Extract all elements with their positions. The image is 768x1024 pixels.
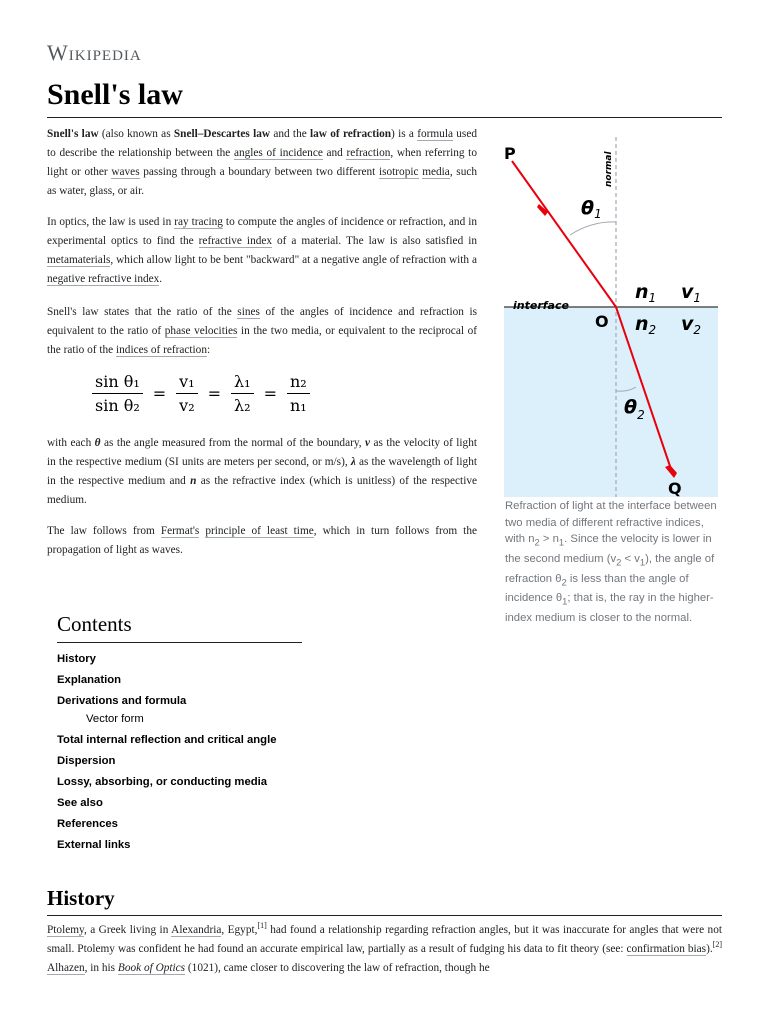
link-media[interactable]: media bbox=[422, 166, 450, 178]
equals-sign: = bbox=[263, 384, 277, 403]
fraction-velocities: $\frac{\text{v₁}}{\text{v₂}}$ bbox=[176, 372, 197, 415]
title-divider bbox=[47, 117, 722, 118]
fermat-paragraph: The law follows from Fermat's principle of least time, which in turn follows from the propagation of light as waves. bbox=[47, 525, 477, 556]
definitions-paragraph: with each θ as the angle measured from the normal of the boundary, v as the velocity of light in the respective medium (SI units are meters per second, or m/s), λ as the wavelength of light in the respective medium and n as the refractive index (which is unitless) of the respective medium. bbox=[47, 437, 477, 506]
figure-caption: Refraction of light at the interface between two media of different refractive indices, with $n_2 > n_1$. Since the velocity is lower in the second medium $(v_2 < v_1)$, the angle of refraction $\theta_2$ is less than the angle of incidence $\theta_1$; that is, the ray in the higher-index medium is closer to the normal. bbox=[505, 500, 717, 624]
label-n2: $n_2$ bbox=[635, 313, 657, 337]
label-o: O bbox=[595, 312, 609, 331]
contents-heading: Contents bbox=[57, 612, 132, 636]
toc-item-total-internal-reflection[interactable]: Total internal reflection and critical angle bbox=[57, 734, 277, 746]
label-theta-1: $\theta_1$ bbox=[581, 197, 602, 221]
label-theta-2: $\theta_2$ bbox=[624, 396, 645, 422]
toc-item-references[interactable]: References bbox=[57, 818, 118, 830]
link-negative-refractive-index[interactable]: negative refractive index bbox=[47, 273, 160, 285]
link-waves[interactable]: waves bbox=[111, 166, 140, 178]
link-ptolemy[interactable]: Ptolemy bbox=[47, 924, 84, 936]
fraction-indices: $\frac{\text{n₂}}{\text{n₁}}$ bbox=[287, 372, 310, 415]
bold-term: Snell's law bbox=[47, 128, 99, 140]
symbol-lambda: λ bbox=[350, 456, 356, 468]
link-formula[interactable]: formula bbox=[417, 128, 453, 140]
fraction-sines: $\frac{\text{sin θ₁}}{\text{sin θ₂}}$ bbox=[92, 372, 143, 415]
link-isotropic[interactable]: isotropic bbox=[378, 166, 419, 178]
label-q: Q bbox=[668, 479, 682, 497]
link-angles-of-incidence[interactable]: angles of incidence bbox=[233, 147, 323, 159]
intro-paragraph: Snell's law (also known as Snell–Descartes law and the law of refraction) is a formula used to describe the relationship between the angles of incidence and refraction, when referring to light or other waves passing through a boundary between two different isotropic media, such as water, glass, or air. bbox=[47, 128, 478, 197]
toc-item-vector-form[interactable]: Vector form bbox=[86, 713, 144, 725]
history-heading: History bbox=[47, 886, 115, 910]
ratio-paragraph: Snell's law states that the ratio of the sines of the angles of incidence and refraction is equivalent to the ratio of phase velocities in the two media, or equivalent to the reciprocal of the ratio of the indices of refraction: bbox=[47, 306, 477, 356]
link-ray-tracing[interactable]: ray tracing bbox=[174, 216, 223, 228]
history-divider bbox=[47, 915, 722, 916]
label-normal: normal bbox=[604, 151, 614, 187]
link-metamaterials[interactable]: metamaterials bbox=[47, 254, 111, 266]
link-fermat[interactable]: Fermat's bbox=[160, 525, 200, 537]
toc-item-dispersion[interactable]: Dispersion bbox=[57, 755, 116, 767]
link-phase-velocities[interactable]: phase velocities bbox=[164, 325, 238, 337]
label-v1: $v_1$ bbox=[681, 281, 702, 305]
contents-divider bbox=[57, 642, 302, 643]
wikipedia-wordmark[interactable]: Wikipedia bbox=[47, 40, 142, 65]
toc-item-lossy-media[interactable]: Lossy, absorbing, or conducting media bbox=[57, 776, 268, 788]
link-indices-of-refraction[interactable]: indices of refraction bbox=[116, 344, 207, 356]
symbol-n: n bbox=[190, 475, 197, 487]
table-of-contents bbox=[57, 612, 302, 856]
optics-paragraph: In optics, the law is used in ray tracing to compute the angles of incidence or refraction, and in experimental optics to find the refractive index of a material. The law is also satisfied in metamaterials, which allow light to be bent "backward" at a negative angle of refraction with a negative refractive index. bbox=[47, 216, 477, 285]
incident-ray bbox=[512, 161, 616, 307]
label-interface: interface bbox=[513, 299, 569, 312]
refraction-diagram[interactable] bbox=[504, 133, 718, 497]
link-alexandria[interactable]: Alexandria bbox=[171, 924, 222, 936]
toc-item-history[interactable]: History bbox=[57, 653, 96, 665]
bold-term: Snell–Descartes law bbox=[173, 128, 271, 140]
equals-sign: = bbox=[152, 384, 167, 403]
lower-medium bbox=[504, 307, 718, 497]
toc-item-external-links[interactable]: External links bbox=[57, 839, 131, 851]
reference-1[interactable]: [1] bbox=[257, 921, 267, 931]
equals-sign: = bbox=[207, 384, 222, 403]
label-n1: $n_1$ bbox=[635, 281, 657, 305]
snell-formula bbox=[88, 372, 314, 415]
fraction-wavelengths: $\frac{\text{λ₁}}{\text{λ₂}}$ bbox=[231, 372, 254, 415]
link-alhazen[interactable]: Alhazen bbox=[47, 962, 85, 974]
link-sines[interactable]: sines bbox=[237, 306, 260, 318]
reference-2[interactable]: [2] bbox=[712, 940, 722, 950]
contents-list bbox=[57, 649, 302, 856]
link-refractive-index[interactable]: refractive index bbox=[198, 235, 273, 247]
label-v2: $v_2$ bbox=[681, 313, 702, 337]
bold-term: law of refraction bbox=[310, 128, 392, 140]
symbol-v: v bbox=[365, 437, 371, 449]
label-p: P bbox=[504, 144, 516, 163]
link-book-of-optics[interactable]: Book of Optics bbox=[117, 962, 186, 974]
toc-item-see-also[interactable]: See also bbox=[57, 797, 103, 809]
link-confirmation-bias[interactable]: confirmation bias bbox=[626, 943, 707, 955]
symbol-theta: θ bbox=[94, 437, 101, 449]
incidence-angle-arc bbox=[570, 222, 616, 235]
page-title: Snell's law bbox=[47, 78, 183, 111]
history-paragraph: Ptolemy, a Greek living in Alexandria, Egypt,[1] had found a relationship regarding refraction angles, but it was inaccurate for angles that were not small. Ptolemy was confident he had found an accurate empirical law, partially as a result of fudging his data to fit theory (see: confirmation bias).[2] Alhazen, in his Book of Optics (1021), came closer to discovering the law of refraction, though he bbox=[47, 921, 722, 974]
toc-item-derivations[interactable]: Derivations and formula bbox=[57, 695, 187, 707]
link-refraction[interactable]: refraction bbox=[346, 147, 391, 159]
toc-item-explanation[interactable]: Explanation bbox=[57, 674, 122, 686]
link-principle-of-least-time[interactable]: principle of least time bbox=[205, 525, 314, 537]
